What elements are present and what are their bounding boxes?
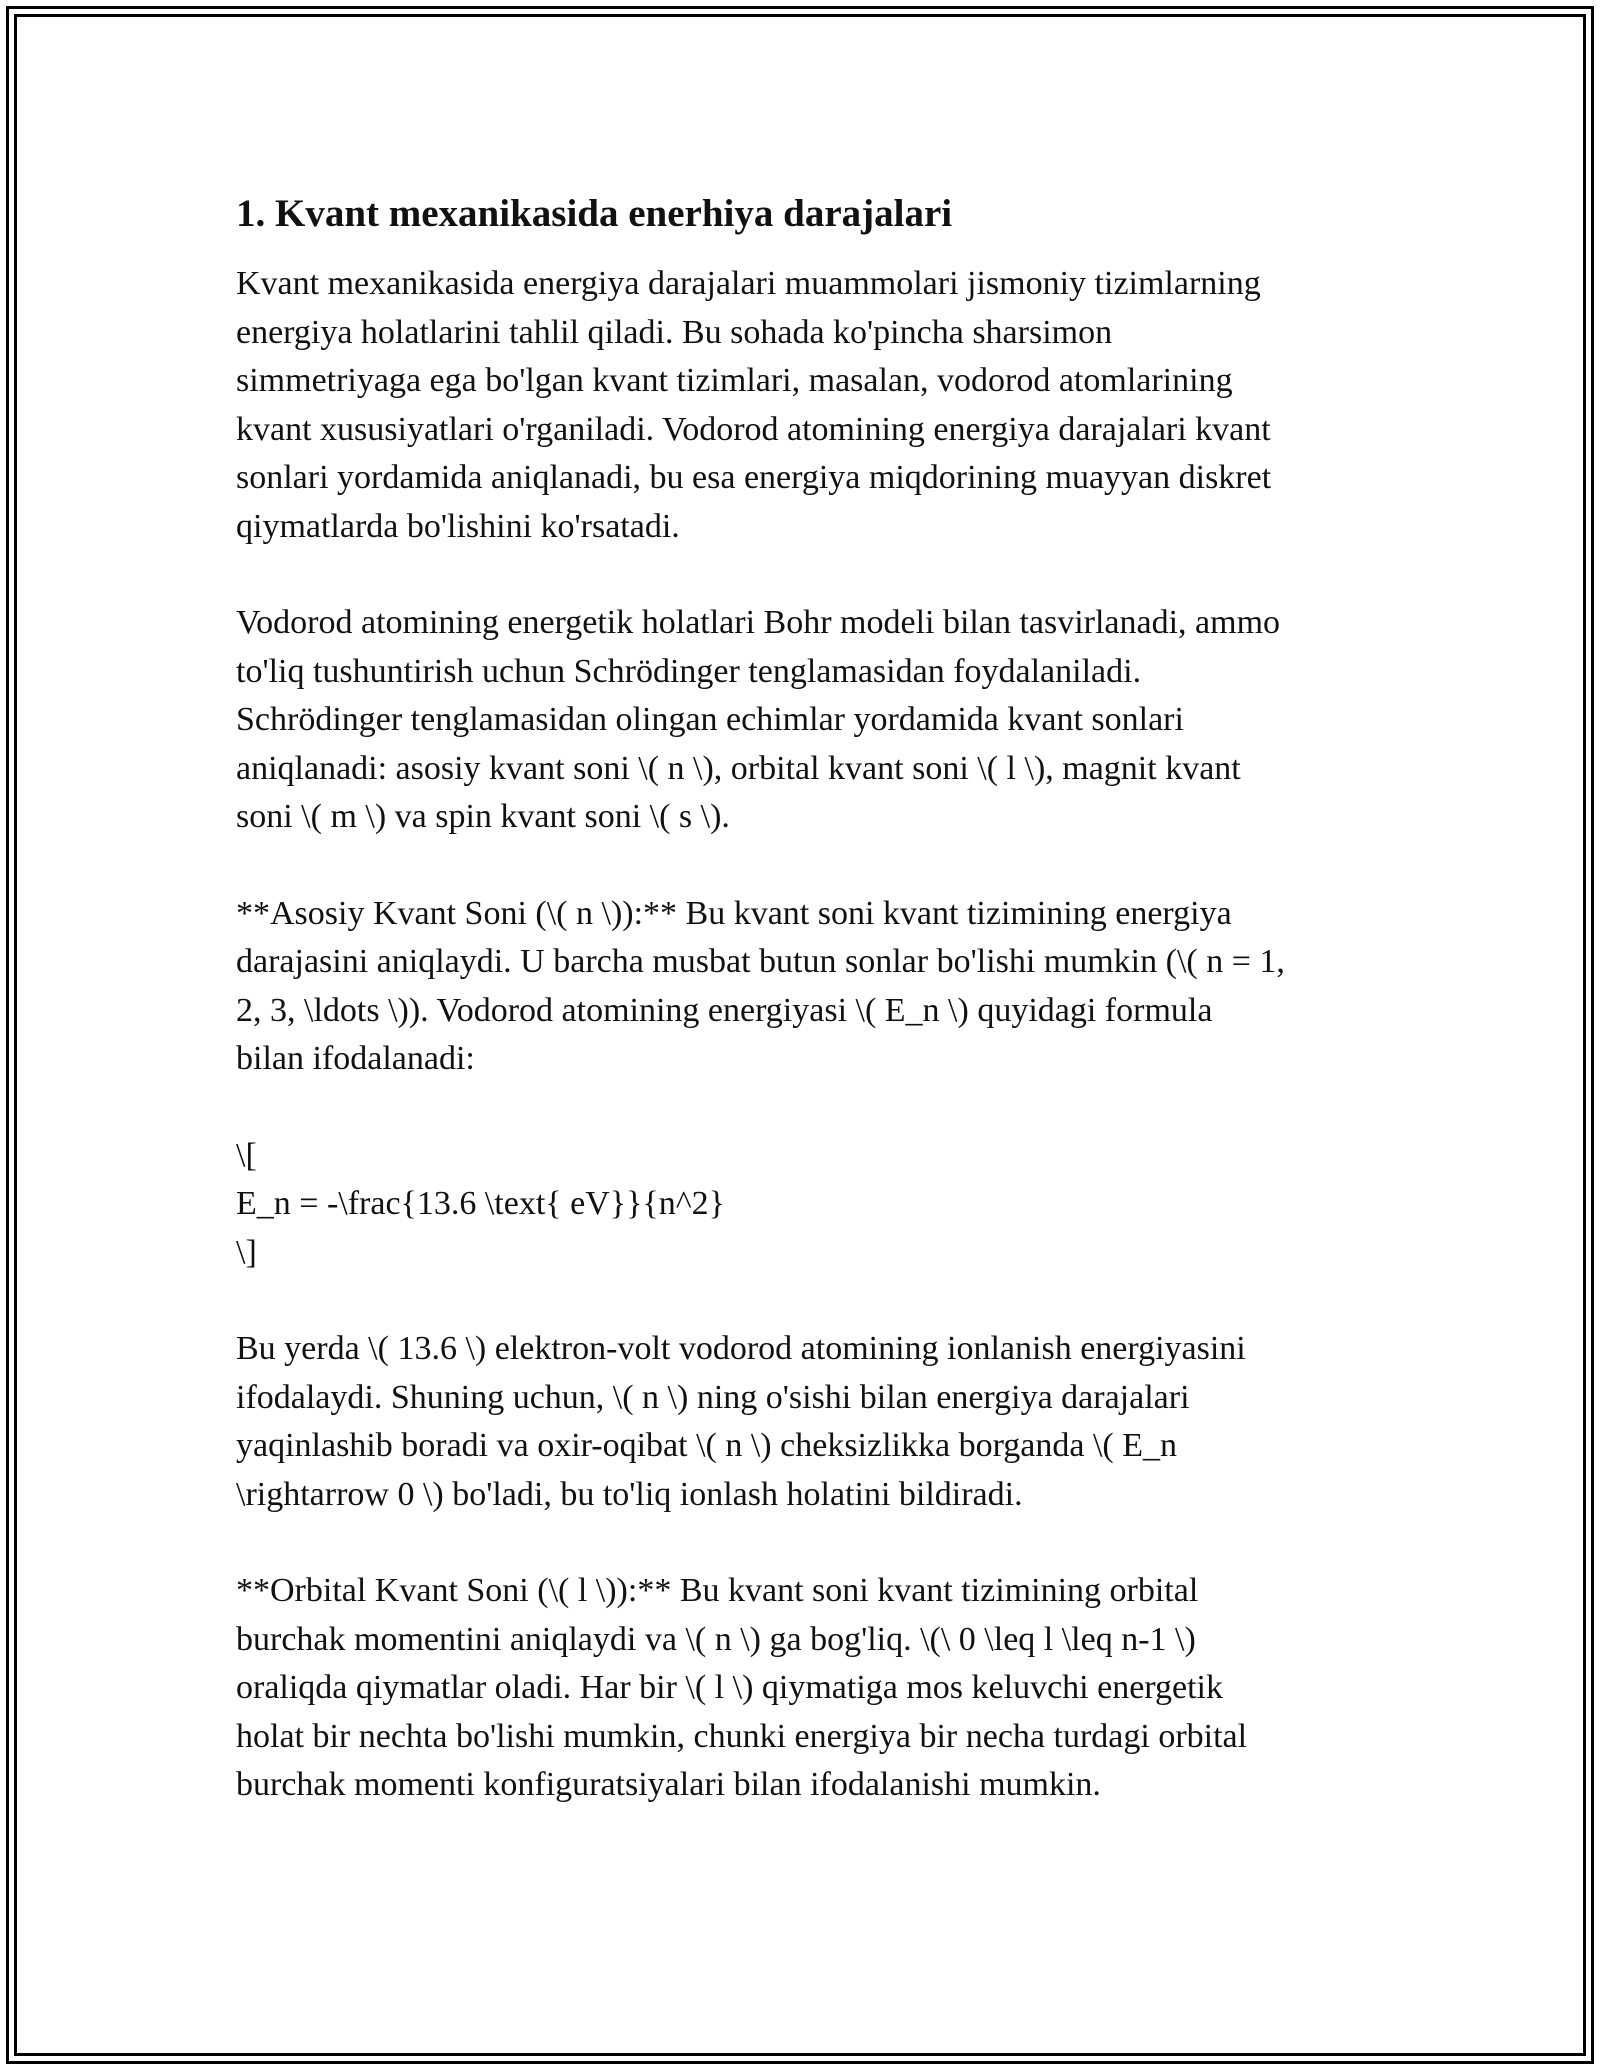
document-body <box>236 188 1376 1858</box>
paragraph-principal-quantum-number: **Asosiy Kvant Soni (\( n \)):** Bu kvant soni kvant tizimining energiya darajasini aniqlaydi. U barcha musbat butun sonlar bo'lishi mumkin (\( n = 1, 2, 3, \ldots \)). Vodorod atomining energiyasi \( E_n \) quyidagi formula bilan ifodalanadi: <box>236 894 1285 1077</box>
paragraph-intro: Kvant mexanikasida energiya darajalari muammolari jismoniy tizimlarning energiya holatlarini tahlil qiladi. Bu sohada ko'pincha sharsimon simmetriyaga ega bo'lgan kvant tizimlari, masalan, vodorod atomlarining kvant xususiyatlari o'rganiladi. Vodorod atomining energiya darajalari kvant sonlari yordamida aniqlanadi, bu esa energiya miqdorining muayyan diskret qiymatlarda bo'lishini ko'rsatadi. <box>236 265 1272 545</box>
paragraph-quantum-numbers: Vodorod atomining energetik holatlari Bohr modeli bilan tasvirlanadi, ammo to'liq tushuntirish uchun Schrödinger tenglamasidan foydalaniladi. Schrödinger tenglamasidan olingan echimlar yordamida kvant sonlari aniqlanadi: asosiy kvant soni \( n \), orbital kvant soni \( l \), magnit kvant soni \( m \) va spin kvant soni \( s \). <box>236 604 1281 835</box>
section-heading: 1. Kvant mexanikasida enerhiya darajalari <box>236 192 953 235</box>
energy-formula: \[ E_n = -\frac{13.6 \text{ eV}}{n^2} \] <box>236 1136 725 1271</box>
paragraph-ionization: Bu yerda \( 13.6 \) elektron-volt vodorod atomining ionlanish energiyasini ifodalaydi. Shuning uchun, \( n \) ning o'sishi bilan energiya darajalari yaqinlashib boradi va oxir-oqibat \( n \) cheksizlikka borganda \( E_n \rightarrow 0 \) bo'ladi, bu to'liq ionlash holatini bildiradi. <box>236 1330 1246 1513</box>
paragraph-orbital-quantum-number: **Orbital Kvant Soni (\( l \)):** Bu kvant soni kvant tizimining orbital burchak momentini aniqlaydi va \( n \) ga bog'liq. \(\ 0 \leq l \leq n-1 \) oraliqda qiymatlar oladi. Har bir \( l \) qiymatiga mos keluvchi energetik holat bir nechta bo'lishi mumkin, chunki energiya bir necha turdagi orbital burchak momenti konfiguratsiyalari bilan ifodalanishi mumkin. <box>236 1572 1248 1803</box>
